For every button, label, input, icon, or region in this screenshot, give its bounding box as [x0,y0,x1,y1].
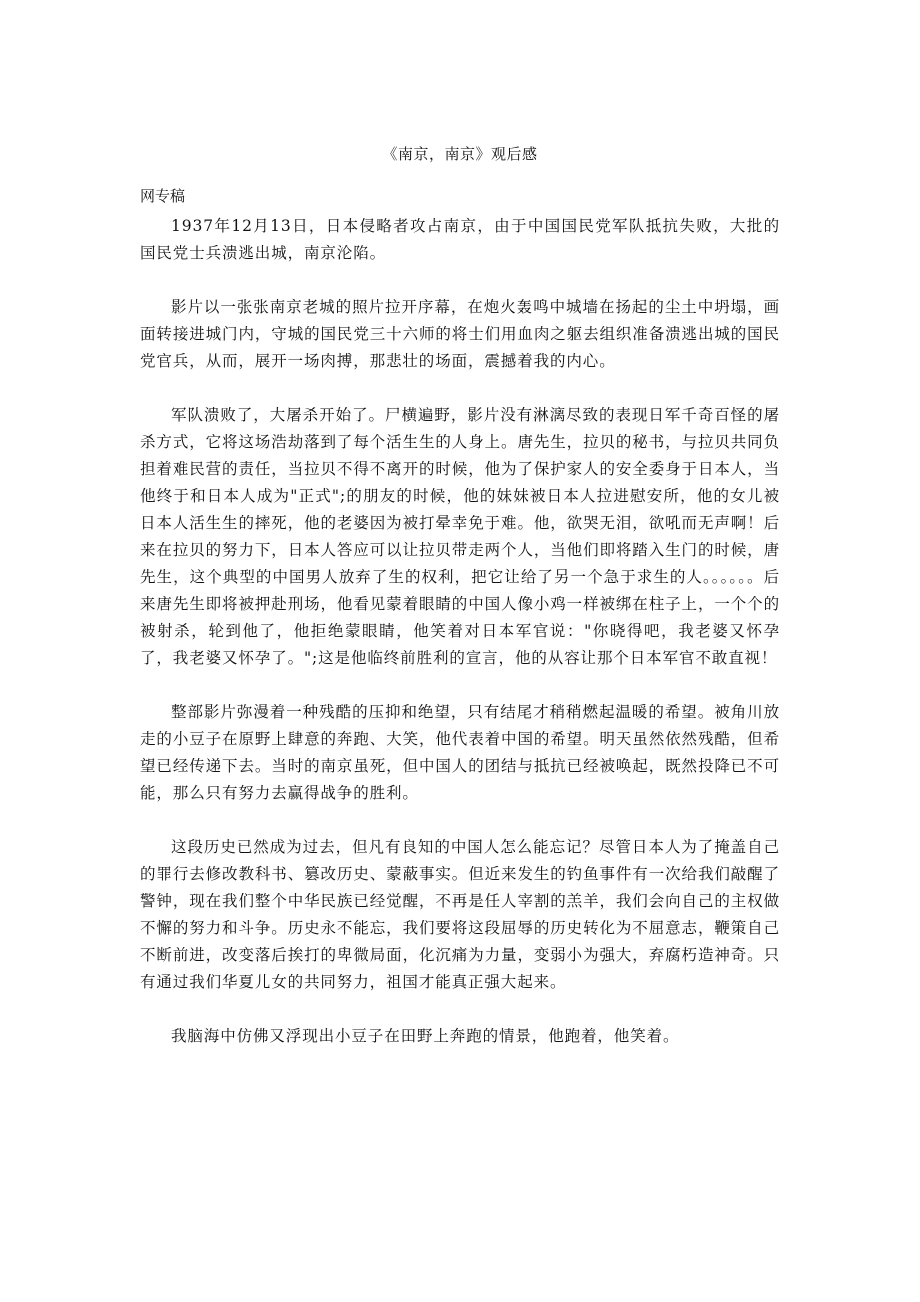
document-body [140,213,780,1077]
document-title: 《南京，南京》观后感 [382,145,538,163]
document-byline: 网专稿 [140,187,186,205]
paragraph-6: 我脑海中仿佛又浮现出小豆子在田野上奔跑的情景，他跑着，他笑着。 [171,1027,680,1045]
paragraph-3: 军队溃败了，大屠杀开始了。尸横遍野，影片没有淋漓尽致的表现日军千奇百怪的屠杀方式，它将这场浩劫落到了每个活生生的人身上。唐先生，拉贝的秘书，与拉贝共同负担着难民营的责任，当拉贝不得不离开的时候，他为了保护家人的安全委身于日本人，当他终于和日本人成为"正式";的朋友的时候，他的妹妹被日本人拉进慰安所，他的女儿被日本人活生生的摔死，他的老婆因为被打晕幸免于难。他，欲哭无泪，欲吼而无声啊！后来在拉贝的努力下，日本人答应可以让拉贝带走两个人，当他们即将踏入生门的时候，唐先生，这个典型的中国男人放弃了生的权利，把它让给了另一个急于求生的人。。。。。。后来唐先生即将被押赴刑场，他看见蒙着眼睛的中国人像小鸡一样被绑在柱子上，一个个的被射杀，轮到他了，他拒绝蒙眼睛，他笑着对日本军官说："你晓得吧，我老婆又怀孕了，我老婆又怀孕了。";这是他临终前胜利的宣言，他的从容让那个日本军官不敢直视！ [140,406,780,667]
paragraph-1: 1937年12月13日，日本侵略者攻占南京，由于中国国民党军队抵抗失败，大批的国民党士兵溃逃出城，南京沦陷。 [140,217,780,262]
paragraph-5: 这段历史已然成为过去，但凡有良知的中国人怎么能忘记？尽管日本人为了掩盖自己的罪行去修改教科书、篡改历史、蒙蔽事实。但近来发生的钓鱼事件有一次给我们敲醒了警钟，现在我们整个中华民族已经觉醒，不再是任人宰割的羔羊，我们会向自己的主权做不懈的努力和斗争。历史永不能忘，我们要将这段屈辱的历史转化为不屈意志，鞭策自己不断前进，改变落后挨打的卑微局面，化沉痛为力量，变弱小为强大，弃腐朽造神奇。只有通过我们华夏儿女的共同努力，祖国才能真正强大起来。 [140,838,780,991]
paragraph-2: 影片以一张张南京老城的照片拉开序幕，在炮火轰鸣中城墙在扬起的尘土中坍塌，画面转接进城门内，守城的国民党三十六师的将士们用血肉之躯去组织准备溃逃出城的国民党官兵，从而，展开一场肉搏，那悲壮的场面，震撼着我的内心。 [140,298,780,370]
paragraph-4: 整部影片弥漫着一种残酷的压抑和绝望，只有结尾才稍稍燃起温暖的希望。被角川放走的小豆子在原野上肆意的奔跑、大笑，他代表着中国的希望。明天虽然依然残酷，但希望已经传递下去。当时的南京虽死，但中国人的团结与抵抗已经被唤起，既然投降已不可能，那么只有努力去赢得战争的胜利。 [140,703,780,802]
